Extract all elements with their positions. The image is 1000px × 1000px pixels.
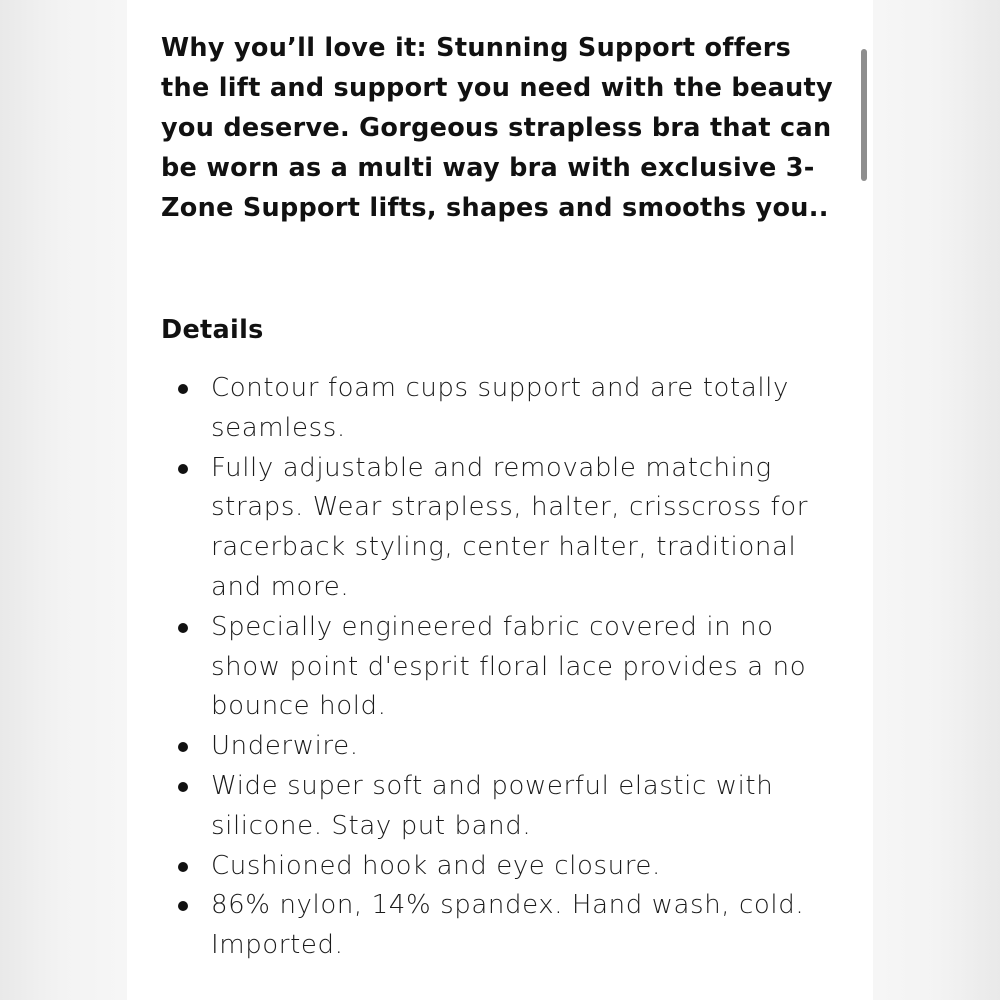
bullet-icon (178, 782, 188, 792)
bullet-icon (178, 384, 188, 394)
list-item-text: 86% nylon, 14% spandex. Hand wash, cold. Imported. (211, 890, 805, 961)
list-item-text: Fully adjustable and removable matching straps. Wear strapless, halter, crisscross for racerback styling, center halter, traditional and more. (211, 452, 809, 602)
list-item (161, 886, 841, 966)
list-item-text: Specially engineered fabric covered in no show point d'esprit floral lace provides a no bounce hold. (211, 611, 807, 722)
details-list (161, 369, 841, 966)
details-heading: Details (161, 315, 264, 345)
list-item (161, 369, 841, 449)
bullet-icon (178, 901, 188, 911)
list-item-text: Wide super soft and powerful elastic with silicone. Stay put band. (211, 770, 774, 841)
list-item (161, 767, 841, 847)
list-item-text: Cushioned hook and eye closure. (211, 850, 661, 881)
list-item-text: Contour foam cups support and are totally seamless. (211, 373, 789, 443)
bullet-icon (178, 623, 188, 633)
description-content (161, 28, 841, 966)
list-item (161, 847, 841, 887)
product-description-panel (127, 0, 873, 1000)
list-item (161, 608, 841, 727)
bullet-icon (178, 742, 188, 752)
list-item (161, 727, 841, 767)
bullet-icon (178, 862, 188, 872)
scrollbar-thumb[interactable] (861, 49, 867, 181)
list-item-text: Underwire. (211, 731, 359, 762)
bullet-icon (178, 464, 188, 474)
intro-paragraph: Why you’ll love it: Stunning Support offers the lift and support you need with the beauty you deserve. Gorgeous strapless bra that can be worn as a multi way bra with exclusive 3-Zone Support lifts, shapes and smooths you.. (161, 33, 833, 223)
list-item (161, 449, 841, 608)
